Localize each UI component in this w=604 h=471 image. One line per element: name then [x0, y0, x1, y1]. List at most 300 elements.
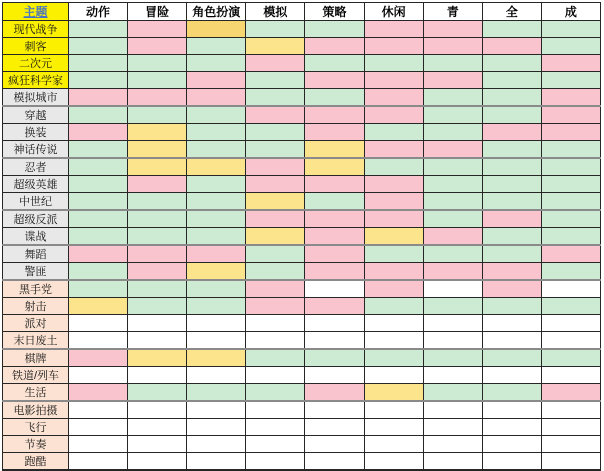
matrix-cell[interactable] — [305, 453, 364, 470]
matrix-cell[interactable] — [187, 72, 246, 89]
matrix-cell[interactable] — [246, 72, 305, 89]
matrix-cell[interactable] — [423, 124, 482, 141]
row-label[interactable]: 末日废土 — [3, 332, 69, 350]
matrix-cell[interactable] — [69, 158, 128, 176]
matrix-cell[interactable] — [364, 298, 423, 315]
matrix-cell[interactable] — [364, 158, 423, 176]
matrix-cell[interactable] — [128, 38, 187, 55]
matrix-cell[interactable] — [541, 332, 600, 350]
matrix-cell[interactable] — [305, 176, 364, 193]
matrix-cell[interactable] — [69, 55, 128, 72]
matrix-cell[interactable] — [187, 401, 246, 419]
matrix-cell[interactable] — [541, 38, 600, 55]
matrix-cell[interactable] — [69, 124, 128, 141]
matrix-cell[interactable] — [128, 349, 187, 367]
table-row — [3, 141, 601, 159]
matrix-cell[interactable] — [246, 193, 305, 211]
matrix-cell[interactable] — [69, 470, 128, 471]
matrix-cell[interactable] — [69, 245, 128, 263]
matrix-cell[interactable] — [482, 280, 541, 298]
matrix-cell[interactable] — [364, 401, 423, 419]
matrix-cell[interactable] — [187, 332, 246, 350]
column-header-7[interactable]: 全 — [482, 3, 541, 21]
matrix-cell[interactable] — [69, 419, 128, 436]
matrix-cell[interactable] — [364, 141, 423, 159]
matrix-cell[interactable] — [423, 158, 482, 176]
matrix-cell[interactable] — [128, 228, 187, 246]
matrix-cell[interactable] — [423, 141, 482, 159]
matrix-cell[interactable] — [128, 419, 187, 436]
matrix-cell[interactable] — [305, 158, 364, 176]
matrix-cell[interactable] — [187, 55, 246, 72]
matrix-cell[interactable] — [128, 384, 187, 402]
matrix-cell[interactable] — [541, 436, 600, 453]
matrix-cell[interactable] — [128, 470, 187, 471]
matrix-cell[interactable] — [541, 210, 600, 228]
matrix-cell[interactable] — [69, 210, 128, 228]
matrix-cell[interactable] — [305, 332, 364, 350]
matrix-cell[interactable] — [128, 72, 187, 89]
matrix-cell[interactable] — [246, 245, 305, 263]
table-row — [3, 349, 601, 367]
matrix-cell[interactable] — [305, 298, 364, 315]
row-label[interactable]: 忍者 — [3, 158, 69, 176]
matrix-cell[interactable] — [364, 453, 423, 470]
matrix-cell[interactable] — [246, 141, 305, 159]
matrix-cell[interactable] — [482, 384, 541, 402]
matrix-cell[interactable] — [423, 367, 482, 384]
matrix-cell[interactable] — [305, 280, 364, 298]
matrix-cell[interactable] — [364, 124, 423, 141]
table-row — [3, 245, 601, 263]
matrix-cell[interactable] — [541, 89, 600, 107]
column-header-4[interactable]: 策略 — [305, 3, 364, 21]
row-label[interactable]: 超级英雄 — [3, 176, 69, 193]
matrix-cell[interactable] — [541, 280, 600, 298]
matrix-cell[interactable] — [128, 332, 187, 350]
matrix-cell[interactable] — [305, 245, 364, 263]
table-row — [3, 38, 601, 55]
matrix-cell[interactable] — [128, 245, 187, 263]
matrix-cell[interactable] — [482, 349, 541, 367]
matrix-cell[interactable] — [69, 349, 128, 367]
column-header-1[interactable]: 冒险 — [128, 3, 187, 21]
row-label[interactable]: 节奏 — [3, 436, 69, 453]
matrix-cell[interactable] — [482, 176, 541, 193]
matrix-cell[interactable] — [482, 141, 541, 159]
row-label[interactable]: 黑手党 — [3, 280, 69, 298]
matrix-cell[interactable] — [187, 210, 246, 228]
matrix-cell[interactable] — [482, 401, 541, 419]
matrix-cell[interactable] — [305, 419, 364, 436]
matrix-cell[interactable] — [482, 193, 541, 211]
matrix-cell[interactable] — [364, 419, 423, 436]
matrix-cell[interactable] — [246, 384, 305, 402]
matrix-cell[interactable] — [423, 263, 482, 281]
matrix-cell[interactable] — [423, 38, 482, 55]
matrix-cell[interactable] — [364, 470, 423, 471]
row-label[interactable]: 射击 — [3, 298, 69, 315]
matrix-cell[interactable] — [246, 158, 305, 176]
table-row — [3, 55, 601, 72]
matrix-cell[interactable] — [246, 332, 305, 350]
matrix-cell[interactable] — [246, 38, 305, 55]
matrix-cell[interactable] — [364, 193, 423, 211]
row-label[interactable]: 警匪 — [3, 263, 69, 281]
topic-header-cell[interactable] — [3, 3, 69, 21]
matrix-cell[interactable] — [305, 263, 364, 281]
matrix-cell[interactable] — [423, 21, 482, 38]
matrix-cell[interactable] — [187, 436, 246, 453]
matrix-cell[interactable] — [423, 193, 482, 211]
matrix-cell[interactable] — [364, 280, 423, 298]
matrix-cell[interactable] — [305, 470, 364, 471]
matrix-cell[interactable] — [128, 55, 187, 72]
matrix-cell[interactable] — [482, 298, 541, 315]
matrix-cell[interactable] — [541, 367, 600, 384]
matrix-cell[interactable] — [305, 210, 364, 228]
row-label[interactable]: 谍战 — [3, 228, 69, 246]
matrix-cell[interactable] — [128, 298, 187, 315]
matrix-cell[interactable] — [187, 106, 246, 124]
matrix-cell[interactable] — [364, 38, 423, 55]
matrix-cell[interactable] — [187, 38, 246, 55]
matrix-cell[interactable] — [69, 89, 128, 107]
matrix-cell[interactable] — [69, 367, 128, 384]
matrix-cell[interactable] — [364, 367, 423, 384]
row-label[interactable]: 跑酷 — [3, 453, 69, 470]
matrix-cell[interactable] — [187, 349, 246, 367]
matrix-cell[interactable] — [364, 245, 423, 263]
matrix-cell[interactable] — [305, 21, 364, 38]
matrix-cell[interactable] — [364, 55, 423, 72]
matrix-cell[interactable] — [246, 401, 305, 419]
table-row — [3, 72, 601, 89]
matrix-cell[interactable] — [541, 298, 600, 315]
matrix-cell[interactable] — [128, 401, 187, 419]
row-label[interactable]: 派对 — [3, 315, 69, 332]
matrix-cell[interactable] — [187, 263, 246, 281]
matrix-cell[interactable] — [187, 315, 246, 332]
matrix-cell[interactable] — [482, 453, 541, 470]
table-row — [3, 124, 601, 141]
matrix-cell[interactable] — [423, 106, 482, 124]
matrix-cell[interactable] — [128, 263, 187, 281]
matrix-cell[interactable] — [187, 176, 246, 193]
matrix-cell[interactable] — [541, 384, 600, 402]
column-header-8[interactable]: 成 — [541, 3, 600, 21]
matrix-cell[interactable] — [423, 470, 482, 471]
column-header-0[interactable]: 动作 — [69, 3, 128, 21]
row-label[interactable]: 二次元 — [3, 55, 69, 72]
row-label[interactable]: 神话传说 — [3, 141, 69, 159]
matrix-cell[interactable] — [482, 436, 541, 453]
matrix-cell[interactable] — [305, 72, 364, 89]
matrix-cell[interactable] — [69, 453, 128, 470]
matrix-cell[interactable] — [187, 367, 246, 384]
table-row — [3, 89, 601, 107]
table-row — [3, 158, 601, 176]
matrix-cell[interactable] — [423, 210, 482, 228]
matrix-cell[interactable] — [305, 367, 364, 384]
row-label[interactable]: 电影拍摄 — [3, 401, 69, 419]
row-label[interactable]: 棋牌 — [3, 349, 69, 367]
matrix-cell[interactable] — [187, 124, 246, 141]
table-row — [3, 332, 601, 350]
matrix-cell[interactable] — [305, 193, 364, 211]
matrix-cell[interactable] — [128, 453, 187, 470]
column-header-6[interactable]: 青 — [423, 3, 482, 21]
matrix-cell[interactable] — [246, 280, 305, 298]
matrix-cell[interactable] — [541, 453, 600, 470]
matrix-cell[interactable] — [69, 106, 128, 124]
matrix-cell[interactable] — [541, 158, 600, 176]
matrix-cell[interactable] — [364, 89, 423, 107]
row-label[interactable]: 超级反派 — [3, 210, 69, 228]
matrix-cell[interactable] — [482, 89, 541, 107]
matrix-cell[interactable] — [305, 228, 364, 246]
row-label[interactable] — [3, 470, 69, 471]
matrix-cell[interactable] — [541, 55, 600, 72]
matrix-cell[interactable] — [69, 263, 128, 281]
topic-header-link[interactable]: 主题 — [23, 5, 48, 19]
matrix-cell[interactable] — [482, 228, 541, 246]
matrix-cell[interactable] — [69, 38, 128, 55]
matrix-cell[interactable] — [482, 263, 541, 281]
table-row — [3, 21, 601, 38]
matrix-cell[interactable] — [364, 349, 423, 367]
matrix-cell[interactable] — [128, 436, 187, 453]
matrix-cell[interactable] — [187, 158, 246, 176]
matrix-cell[interactable] — [187, 228, 246, 246]
matrix-cell[interactable] — [69, 384, 128, 402]
matrix-cell[interactable] — [69, 280, 128, 298]
matrix-cell[interactable] — [423, 436, 482, 453]
matrix-cell[interactable] — [423, 298, 482, 315]
matrix-cell[interactable] — [423, 349, 482, 367]
matrix-cell[interactable] — [69, 436, 128, 453]
matrix-cell[interactable] — [69, 72, 128, 89]
matrix-cell[interactable] — [187, 141, 246, 159]
row-label[interactable]: 换装 — [3, 124, 69, 141]
matrix-cell[interactable] — [246, 55, 305, 72]
matrix-cell[interactable] — [482, 419, 541, 436]
row-label[interactable]: 舞蹈 — [3, 245, 69, 263]
matrix-cell[interactable] — [423, 228, 482, 246]
matrix-cell[interactable] — [128, 210, 187, 228]
matrix-cell[interactable] — [305, 141, 364, 159]
matrix-cell[interactable] — [541, 401, 600, 419]
column-header-3[interactable]: 模拟 — [246, 3, 305, 21]
matrix-cell[interactable] — [364, 21, 423, 38]
matrix-cell[interactable] — [482, 21, 541, 38]
matrix-cell[interactable] — [305, 106, 364, 124]
matrix-cell[interactable] — [541, 106, 600, 124]
matrix-cell[interactable] — [187, 470, 246, 471]
matrix-cell[interactable] — [305, 315, 364, 332]
matrix-cell[interactable] — [541, 193, 600, 211]
matrix-cell[interactable] — [482, 38, 541, 55]
matrix-cell[interactable] — [246, 315, 305, 332]
row-label[interactable]: 穿越 — [3, 106, 69, 124]
row-label[interactable]: 疯狂科学家 — [3, 72, 69, 89]
matrix-cell[interactable] — [187, 245, 246, 263]
matrix-cell[interactable] — [423, 280, 482, 298]
row-label[interactable]: 刺客 — [3, 38, 69, 55]
matrix-cell[interactable] — [482, 470, 541, 471]
matrix-cell[interactable] — [541, 245, 600, 263]
matrix-cell[interactable] — [69, 141, 128, 159]
matrix-cell[interactable] — [364, 263, 423, 281]
matrix-cell[interactable] — [246, 419, 305, 436]
matrix-cell[interactable] — [423, 453, 482, 470]
table-row — [3, 228, 601, 246]
matrix-cell[interactable] — [423, 332, 482, 350]
matrix-cell[interactable] — [69, 228, 128, 246]
matrix-cell[interactable] — [482, 315, 541, 332]
matrix-cell[interactable] — [187, 193, 246, 211]
matrix-cell[interactable] — [541, 263, 600, 281]
matrix-cell[interactable] — [364, 210, 423, 228]
matrix-cell[interactable] — [128, 280, 187, 298]
matrix-cell[interactable] — [482, 158, 541, 176]
row-label[interactable]: 模拟城市 — [3, 89, 69, 107]
matrix-cell[interactable] — [305, 55, 364, 72]
matrix-cell[interactable] — [364, 315, 423, 332]
matrix-cell[interactable] — [541, 176, 600, 193]
table-row — [3, 419, 601, 436]
matrix-cell[interactable] — [423, 401, 482, 419]
matrix-cell[interactable] — [187, 89, 246, 107]
matrix-cell[interactable] — [187, 280, 246, 298]
matrix-cell[interactable] — [246, 176, 305, 193]
matrix-cell[interactable] — [246, 228, 305, 246]
row-label[interactable]: 现代战争 — [3, 21, 69, 38]
table-row — [3, 470, 601, 471]
matrix-cell[interactable] — [305, 89, 364, 107]
matrix-cell[interactable] — [541, 124, 600, 141]
matrix-cell[interactable] — [482, 210, 541, 228]
matrix-cell[interactable] — [364, 332, 423, 350]
table-row — [3, 453, 601, 470]
matrix-cell[interactable] — [246, 210, 305, 228]
matrix-cell[interactable] — [246, 298, 305, 315]
matrix-cell[interactable] — [423, 315, 482, 332]
matrix-cell[interactable] — [128, 158, 187, 176]
matrix-cell[interactable] — [482, 332, 541, 350]
matrix-cell[interactable] — [128, 176, 187, 193]
matrix-cell[interactable] — [423, 72, 482, 89]
row-label[interactable]: 中世纪 — [3, 193, 69, 211]
matrix-cell[interactable] — [69, 315, 128, 332]
matrix-cell[interactable] — [364, 228, 423, 246]
matrix-cell[interactable] — [423, 55, 482, 72]
matrix-cell[interactable] — [187, 298, 246, 315]
row-label[interactable]: 铁道/列车 — [3, 367, 69, 384]
matrix-cell[interactable] — [482, 124, 541, 141]
row-label[interactable]: 飞行 — [3, 419, 69, 436]
matrix-cell[interactable] — [423, 384, 482, 402]
matrix-cell[interactable] — [128, 106, 187, 124]
table-row — [3, 106, 601, 124]
matrix-cell[interactable] — [423, 89, 482, 107]
matrix-cell[interactable] — [541, 21, 600, 38]
matrix-cell[interactable] — [246, 263, 305, 281]
matrix-cell[interactable] — [482, 55, 541, 72]
table-row — [3, 401, 601, 419]
row-label[interactable]: 生活 — [3, 384, 69, 402]
matrix-cell[interactable] — [69, 176, 128, 193]
matrix-cell[interactable] — [305, 38, 364, 55]
matrix-cell[interactable] — [128, 367, 187, 384]
matrix-cell[interactable] — [69, 21, 128, 38]
matrix-cell[interactable] — [246, 89, 305, 107]
matrix-cell[interactable] — [246, 21, 305, 38]
matrix-cell[interactable] — [246, 470, 305, 471]
matrix-cell[interactable] — [305, 436, 364, 453]
matrix-cell[interactable] — [541, 349, 600, 367]
matrix-cell[interactable] — [246, 453, 305, 470]
matrix-cell[interactable] — [246, 124, 305, 141]
column-header-5[interactable]: 休闲 — [364, 3, 423, 21]
table-row — [3, 210, 601, 228]
matrix-cell[interactable] — [423, 176, 482, 193]
matrix-cell[interactable] — [541, 141, 600, 159]
matrix-cell[interactable] — [128, 89, 187, 107]
matrix-cell[interactable] — [423, 245, 482, 263]
matrix-cell[interactable] — [541, 419, 600, 436]
matrix-cell[interactable] — [187, 419, 246, 436]
matrix-cell[interactable] — [482, 72, 541, 89]
matrix-cell[interactable] — [305, 124, 364, 141]
matrix-cell[interactable] — [541, 72, 600, 89]
matrix-cell[interactable] — [187, 21, 246, 38]
matrix-cell[interactable] — [364, 436, 423, 453]
matrix-cell[interactable] — [364, 176, 423, 193]
matrix-cell[interactable] — [187, 384, 246, 402]
matrix-cell[interactable] — [128, 124, 187, 141]
table-row — [3, 367, 601, 384]
matrix-cell[interactable] — [305, 401, 364, 419]
matrix-cell[interactable] — [69, 332, 128, 350]
matrix-cell[interactable] — [246, 436, 305, 453]
matrix-cell[interactable] — [128, 315, 187, 332]
matrix-cell[interactable] — [69, 193, 128, 211]
matrix-cell[interactable] — [128, 141, 187, 159]
matrix-cell[interactable] — [541, 228, 600, 246]
matrix-cell[interactable] — [246, 367, 305, 384]
matrix-cell[interactable] — [482, 367, 541, 384]
matrix-cell[interactable] — [423, 419, 482, 436]
matrix-cell[interactable] — [305, 349, 364, 367]
matrix-cell[interactable] — [69, 298, 128, 315]
matrix-cell[interactable] — [187, 453, 246, 470]
matrix-cell[interactable] — [364, 384, 423, 402]
matrix-cell[interactable] — [246, 349, 305, 367]
matrix-cell[interactable] — [364, 106, 423, 124]
matrix-cell[interactable] — [482, 106, 541, 124]
matrix-cell[interactable] — [541, 470, 600, 471]
matrix-cell[interactable] — [305, 384, 364, 402]
matrix-cell[interactable] — [128, 193, 187, 211]
matrix-cell[interactable] — [69, 401, 128, 419]
matrix-cell[interactable] — [128, 21, 187, 38]
matrix-cell[interactable] — [541, 315, 600, 332]
column-header-2[interactable]: 角色扮演 — [187, 3, 246, 21]
matrix-cell[interactable] — [482, 245, 541, 263]
matrix-cell[interactable] — [364, 72, 423, 89]
matrix-cell[interactable] — [246, 106, 305, 124]
